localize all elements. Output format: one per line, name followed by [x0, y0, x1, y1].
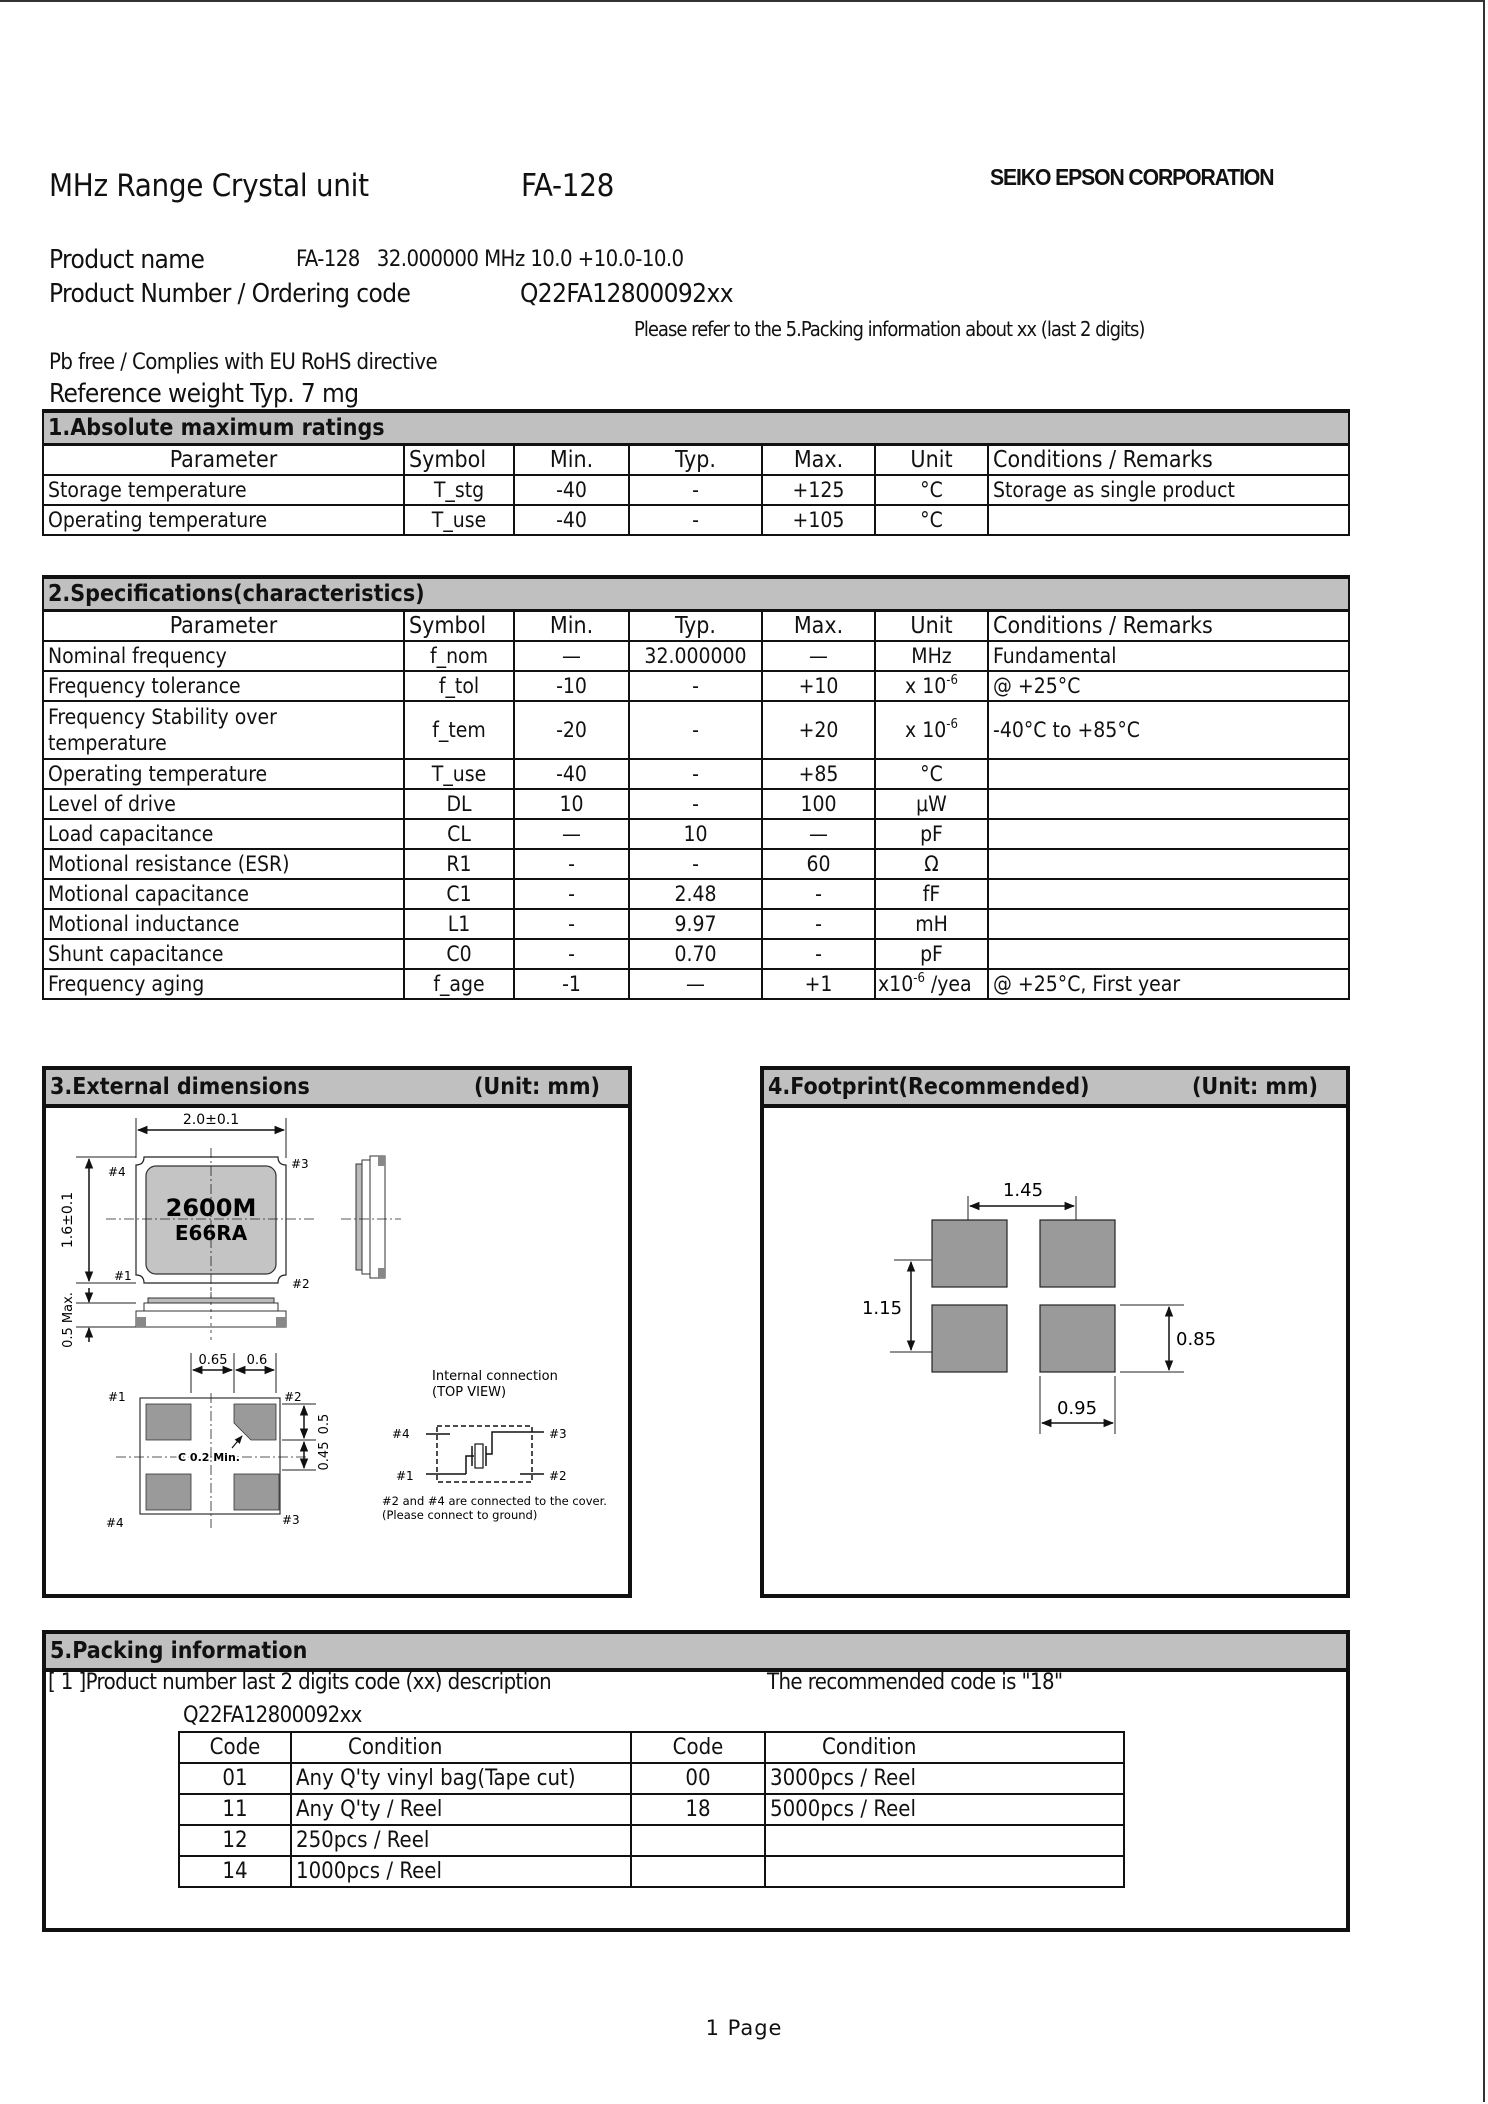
front-view	[61, 1288, 286, 1348]
table-row	[43, 939, 1349, 969]
cell-min: -	[514, 909, 629, 939]
cell-condition: 5000pcs / Reel	[765, 1794, 1124, 1825]
svg-text:#1: #1	[114, 1269, 132, 1283]
cell-typ: 0.70	[629, 939, 762, 969]
table-row	[43, 879, 1349, 909]
svg-text:#2: #2	[549, 1469, 567, 1483]
packing-part-number: Q22FA12800092xx	[183, 1703, 362, 1728]
cell-typ: -	[629, 849, 762, 879]
reference-weight: Reference weight Typ. 7 mg	[49, 379, 359, 409]
cell-condition: 3000pcs / Reel	[765, 1763, 1124, 1794]
cell-condition: Any Q'ty vinyl bag(Tape cut)	[291, 1763, 631, 1794]
cell-unit: pF	[875, 939, 988, 969]
cell-condition: 250pcs / Reel	[291, 1825, 631, 1856]
svg-text:Internal connection: Internal connection	[432, 1369, 558, 1384]
table-row	[179, 1794, 1124, 1825]
col-conditions: Conditions / Remarks	[988, 445, 1349, 476]
cell-conditions	[988, 759, 1349, 789]
cell-symbol: T_use	[404, 505, 514, 535]
col-min: Min.	[514, 445, 629, 476]
svg-text:0.5: 0.5	[317, 1413, 332, 1435]
cell-min: -20	[514, 701, 629, 759]
table-row	[43, 969, 1349, 999]
doc-title: MHz Range Crystal unit	[49, 168, 369, 204]
col-symbol: Symbol	[404, 445, 514, 476]
col-unit: Unit	[875, 445, 988, 476]
cell-code: 14	[179, 1856, 291, 1887]
cell-min: 10	[514, 789, 629, 819]
col-symbol: Symbol	[404, 611, 514, 642]
cell-conditions	[988, 505, 1349, 535]
table-row	[43, 475, 1349, 505]
cell-unit: Ω	[875, 849, 988, 879]
cell-typ: 10	[629, 819, 762, 849]
dimension-drawing	[46, 1108, 628, 1594]
svg-text:#2: #2	[292, 1277, 310, 1291]
table-row	[43, 909, 1349, 939]
cell-symbol: T_use	[404, 759, 514, 789]
table-row	[179, 1825, 1124, 1856]
cell-typ: 9.97	[629, 909, 762, 939]
table-row	[179, 1856, 1124, 1887]
col-max: Max.	[762, 445, 875, 476]
cell-max: +10	[762, 671, 875, 701]
footprint-panel	[760, 1066, 1350, 1598]
cell-min: -40	[514, 505, 629, 535]
product-name-value: FA-128 32.000000 MHz 10.0 +10.0-10.0	[296, 247, 684, 272]
packing-title: 5.Packing information	[50, 1638, 308, 1664]
svg-text:#4: #4	[108, 1165, 126, 1179]
svg-text:0.95: 0.95	[1056, 1398, 1098, 1419]
svg-text:#4: #4	[392, 1427, 410, 1441]
cell-conditions: Fundamental	[988, 641, 1349, 671]
cell-max: -	[762, 879, 875, 909]
cell-max: +105	[762, 505, 875, 535]
cell-min: -	[514, 849, 629, 879]
cell-code: 18	[631, 1794, 765, 1825]
cell-conditions	[988, 879, 1349, 909]
col-parameter: Parameter	[43, 611, 404, 642]
external-dimensions-title: 3.External dimensions	[50, 1074, 310, 1100]
cell-symbol: R1	[404, 849, 514, 879]
pb-free-note: Pb free / Complies with EU RoHS directive	[49, 350, 438, 375]
cell-max: 60	[762, 849, 875, 879]
internal-connection-diagram	[382, 1369, 607, 1522]
cell-parameter: Operating temperature	[43, 505, 404, 535]
company-logo: SEIKO EPSON CORPORATION	[990, 164, 1274, 190]
cell-conditions	[988, 789, 1349, 819]
cell-condition	[765, 1856, 1124, 1887]
cell-condition: Any Q'ty / Reel	[291, 1794, 631, 1825]
abs-max-table	[42, 409, 1350, 536]
cell-unit: pF	[875, 819, 988, 849]
cell-parameter: Frequency tolerance	[43, 671, 404, 701]
svg-text:#1: #1	[396, 1469, 414, 1483]
cell-min: -40	[514, 759, 629, 789]
cell-parameter: Frequency aging	[43, 969, 404, 999]
table-row	[43, 641, 1349, 671]
col-unit: Unit	[875, 611, 988, 642]
table-row	[43, 671, 1349, 701]
cell-typ: 32.000000	[629, 641, 762, 671]
cell-parameter: Motional resistance (ESR)	[43, 849, 404, 879]
cell-typ: 2.48	[629, 879, 762, 909]
cell-symbol: L1	[404, 909, 514, 939]
svg-text:1.15: 1.15	[861, 1298, 903, 1319]
svg-text:0.65: 0.65	[198, 1353, 228, 1368]
svg-text:1.6±0.1: 1.6±0.1	[60, 1191, 76, 1249]
product-number-label: Product Number / Ordering code	[49, 279, 411, 309]
col-condition-2: Condition	[765, 1732, 1124, 1763]
product-name-label: Product name	[49, 245, 205, 275]
cell-symbol: T_stg	[404, 475, 514, 505]
external-dimensions-unit: (Unit: mm)	[473, 1074, 600, 1100]
cell-symbol: CL	[404, 819, 514, 849]
col-typ: Typ.	[629, 445, 762, 476]
cell-min: —	[514, 641, 629, 671]
cell-unit: °C	[875, 475, 988, 505]
svg-text:#2 and #4 are connected to the: #2 and #4 are connected to the cover.	[382, 1494, 607, 1508]
cell-code: 01	[179, 1763, 291, 1794]
svg-text:E66RA: E66RA	[174, 1221, 248, 1245]
cell-min: -40	[514, 475, 629, 505]
packing-header	[46, 1634, 1346, 1672]
side-view	[341, 1156, 401, 1278]
col-typ: Typ.	[629, 611, 762, 642]
cell-unit: x $10^{-6}$	[875, 671, 988, 701]
footprint-header	[764, 1070, 1346, 1108]
cell-max: +85	[762, 759, 875, 789]
cell-symbol: DL	[404, 789, 514, 819]
cell-code	[631, 1825, 765, 1856]
cell-parameter: Shunt capacitance	[43, 939, 404, 969]
cell-typ: -	[629, 789, 762, 819]
cell-typ: -	[629, 505, 762, 535]
product-number-value: Q22FA12800092xx	[520, 279, 733, 309]
cell-parameter: Operating temperature	[43, 759, 404, 789]
cell-conditions	[988, 939, 1349, 969]
col-parameter: Parameter	[43, 445, 404, 476]
table-row	[43, 849, 1349, 879]
cell-conditions: -40°C to +85°C	[988, 701, 1349, 759]
svg-text:#3: #3	[291, 1157, 309, 1171]
cell-conditions: @ +25°C	[988, 671, 1349, 701]
cell-min: -1	[514, 969, 629, 999]
col-code: Code	[179, 1732, 291, 1763]
svg-text:#4: #4	[106, 1516, 124, 1530]
cell-unit: μW	[875, 789, 988, 819]
page-number: 1 Page	[705, 2016, 783, 2040]
table-row	[43, 819, 1349, 849]
cell-parameter: Nominal frequency	[43, 641, 404, 671]
cell-min: -10	[514, 671, 629, 701]
svg-text:(TOP VIEW): (TOP VIEW)	[432, 1385, 507, 1400]
cell-parameter: Motional capacitance	[43, 879, 404, 909]
cell-code	[631, 1856, 765, 1887]
packing-recommended: The recommended code is "18"	[767, 1670, 1063, 1695]
svg-text:0.6: 0.6	[246, 1353, 268, 1368]
cell-condition: 1000pcs / Reel	[291, 1856, 631, 1887]
svg-text:C 0.2 Min.: C 0.2 Min.	[178, 1451, 240, 1464]
refer-note: Please refer to the 5.Packing information about xx (last 2 digits)	[634, 317, 1145, 341]
svg-text:#3: #3	[549, 1427, 567, 1441]
col-conditions: Conditions / Remarks	[988, 611, 1349, 642]
cell-max: +1	[762, 969, 875, 999]
svg-text:2.0±0.1: 2.0±0.1	[182, 1112, 240, 1128]
table-row	[43, 759, 1349, 789]
svg-text:2600M: 2600M	[165, 1194, 257, 1222]
col-min: Min.	[514, 611, 629, 642]
cell-typ: -	[629, 759, 762, 789]
model-name: FA-128	[521, 168, 615, 204]
col-code-2: Code	[631, 1732, 765, 1763]
table-row	[43, 789, 1349, 819]
cell-parameter: Load capacitance	[43, 819, 404, 849]
col-max: Max.	[762, 611, 875, 642]
cell-min: -	[514, 939, 629, 969]
table-row	[179, 1763, 1124, 1794]
cell-unit: x $10^{-6}$	[875, 701, 988, 759]
cell-unit: fF	[875, 879, 988, 909]
svg-text:#2: #2	[284, 1390, 302, 1404]
footprint-unit: (Unit: mm)	[1191, 1074, 1318, 1100]
cell-conditions: Storage as single product	[988, 475, 1349, 505]
packing-description: [ 1 ]Product number last 2 digits code (xx) description	[48, 1670, 552, 1695]
cell-unit: $x10^{-6}$ /yea	[875, 969, 988, 999]
cell-max: +20	[762, 701, 875, 759]
cell-conditions	[988, 909, 1349, 939]
footprint-drawing	[764, 1108, 1346, 1594]
cell-min: -	[514, 879, 629, 909]
cell-conditions: @ +25°C, First year	[988, 969, 1349, 999]
cell-symbol: f_tol	[404, 671, 514, 701]
cell-conditions	[988, 849, 1349, 879]
col-condition: Condition	[291, 1732, 631, 1763]
cell-unit: °C	[875, 759, 988, 789]
cell-parameter: Level of drive	[43, 789, 404, 819]
cell-unit: °C	[875, 505, 988, 535]
cell-max: —	[762, 819, 875, 849]
cell-symbol: f_nom	[404, 641, 514, 671]
cell-typ: -	[629, 701, 762, 759]
svg-text:0.85: 0.85	[1176, 1329, 1217, 1350]
cell-max: 100	[762, 789, 875, 819]
table-row	[43, 701, 1349, 759]
svg-text:#3: #3	[282, 1513, 300, 1527]
table-row	[43, 505, 1349, 535]
cell-code: 00	[631, 1763, 765, 1794]
specs-section-title: 2.Specifications(characteristics)	[43, 577, 1349, 611]
cell-symbol: f_age	[404, 969, 514, 999]
cell-unit: mH	[875, 909, 988, 939]
svg-text:#1: #1	[108, 1390, 126, 1404]
packing-table	[178, 1731, 1125, 1888]
bottom-view	[106, 1353, 332, 1530]
cell-typ: —	[629, 969, 762, 999]
cell-symbol: C1	[404, 879, 514, 909]
cell-code: 12	[179, 1825, 291, 1856]
cell-parameter: Storage temperature	[43, 475, 404, 505]
cell-min: —	[514, 819, 629, 849]
abs-max-section-title: 1.Absolute maximum ratings	[43, 411, 1349, 445]
cell-typ: -	[629, 475, 762, 505]
footprint-title: 4.Footprint(Recommended)	[768, 1074, 1090, 1100]
cell-parameter: Motional inductance	[43, 909, 404, 939]
svg-text:0.45: 0.45	[317, 1441, 332, 1471]
cell-code: 11	[179, 1794, 291, 1825]
svg-text:0.5 Max.: 0.5 Max.	[61, 1292, 76, 1348]
top-view	[60, 1112, 316, 1298]
svg-text:1.45: 1.45	[1002, 1180, 1044, 1201]
cell-max: -	[762, 939, 875, 969]
cell-unit: MHz	[875, 641, 988, 671]
cell-condition	[765, 1825, 1124, 1856]
cell-max: +125	[762, 475, 875, 505]
cell-max: —	[762, 641, 875, 671]
svg-text:(Please connect to ground): (Please connect to ground)	[382, 1508, 538, 1522]
cell-conditions	[988, 819, 1349, 849]
external-dimensions-panel	[42, 1066, 632, 1598]
cell-parameter: Frequency Stability over temperature	[43, 701, 404, 759]
cell-max: -	[762, 909, 875, 939]
cell-symbol: f_tem	[404, 701, 514, 759]
specs-table	[42, 575, 1350, 1000]
external-dimensions-header	[46, 1070, 628, 1108]
cell-typ: -	[629, 671, 762, 701]
cell-symbol: C0	[404, 939, 514, 969]
